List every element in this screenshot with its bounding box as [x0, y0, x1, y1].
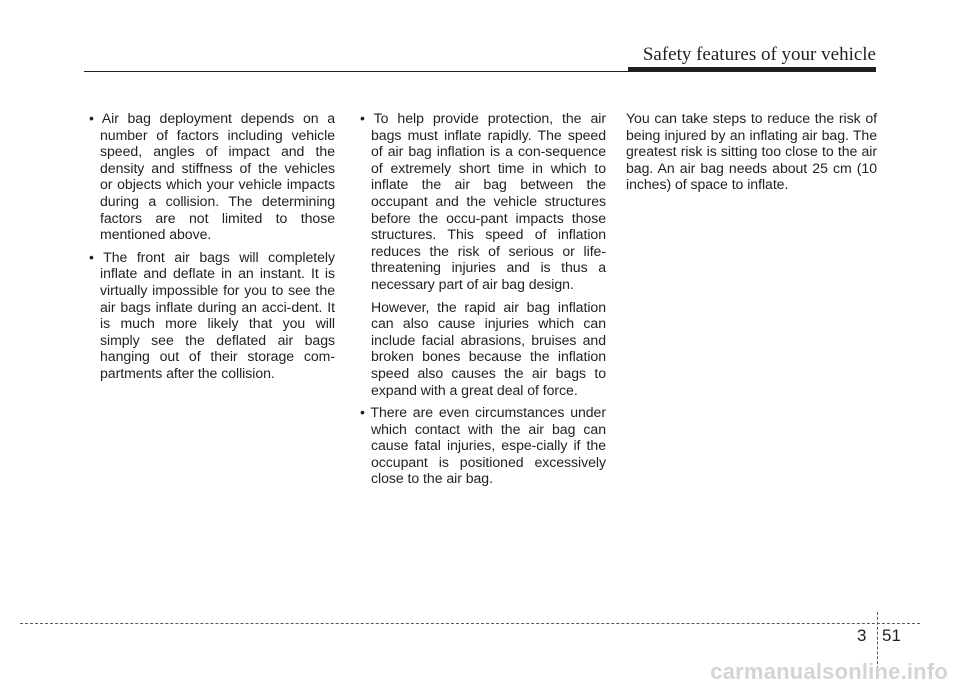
text-column-3 [626, 110, 877, 193]
page-number: 51 [882, 626, 901, 645]
text-column-1 [84, 110, 335, 388]
indented-paragraph: However, the rapid air bag inflation can also cause injuries which can include facial abrasions, bruises and broken bones because the inflation speed also causes the air bags to expand with a great deal of force. [371, 298, 606, 398]
footer-dashed-rule [20, 623, 920, 624]
chapter-number: 3 [857, 626, 867, 645]
bullet-paragraph: • There are even circumstances under which contact with the air bag can cause fatal injuries, espe-cially if the occupant is positioned excessively close to the air bag. [360, 404, 606, 487]
bullet-paragraph: • The front air bags will completely inflate and deflate in an instant. It is virtually impossible for you to see the air bags inflate during an acci-dent. It is much more likely that you will simply see the deflated air bags hanging out of their storage com-partments after the collision. [89, 248, 335, 381]
text-column-2 [355, 110, 606, 493]
header-rule-accent [628, 67, 876, 72]
watermark-logo: carmanualsonline.info [710, 659, 948, 684]
section-title: Safety features of your vehicle [642, 44, 876, 65]
bullet-paragraph: • To help provide protection, the air bags must inflate rapidly. The speed of air bag inflation is a con-sequence of extremely short time in which to inflate the air bag between the occupant and the vehicle structures before the occu-pant impacts those structures. This speed of inflation reduces the risk of serious or life-threatening injuries and is thus a necessary part of air bag design. [360, 110, 606, 292]
body-paragraph: You can take steps to reduce the risk of being injured by an inflating air bag. The greatest risk is sitting too close to the air bag. An air bag needs about 25 cm (10 inches) of space to inflate. [626, 110, 877, 193]
bullet-paragraph: • Air bag deployment depends on a number of factors including vehicle speed, angles of impact and the density and stiffness of the vehicles or objects which your vehicle impacts during a collision. The determining factors are not limited to those mentioned above. [89, 110, 335, 243]
